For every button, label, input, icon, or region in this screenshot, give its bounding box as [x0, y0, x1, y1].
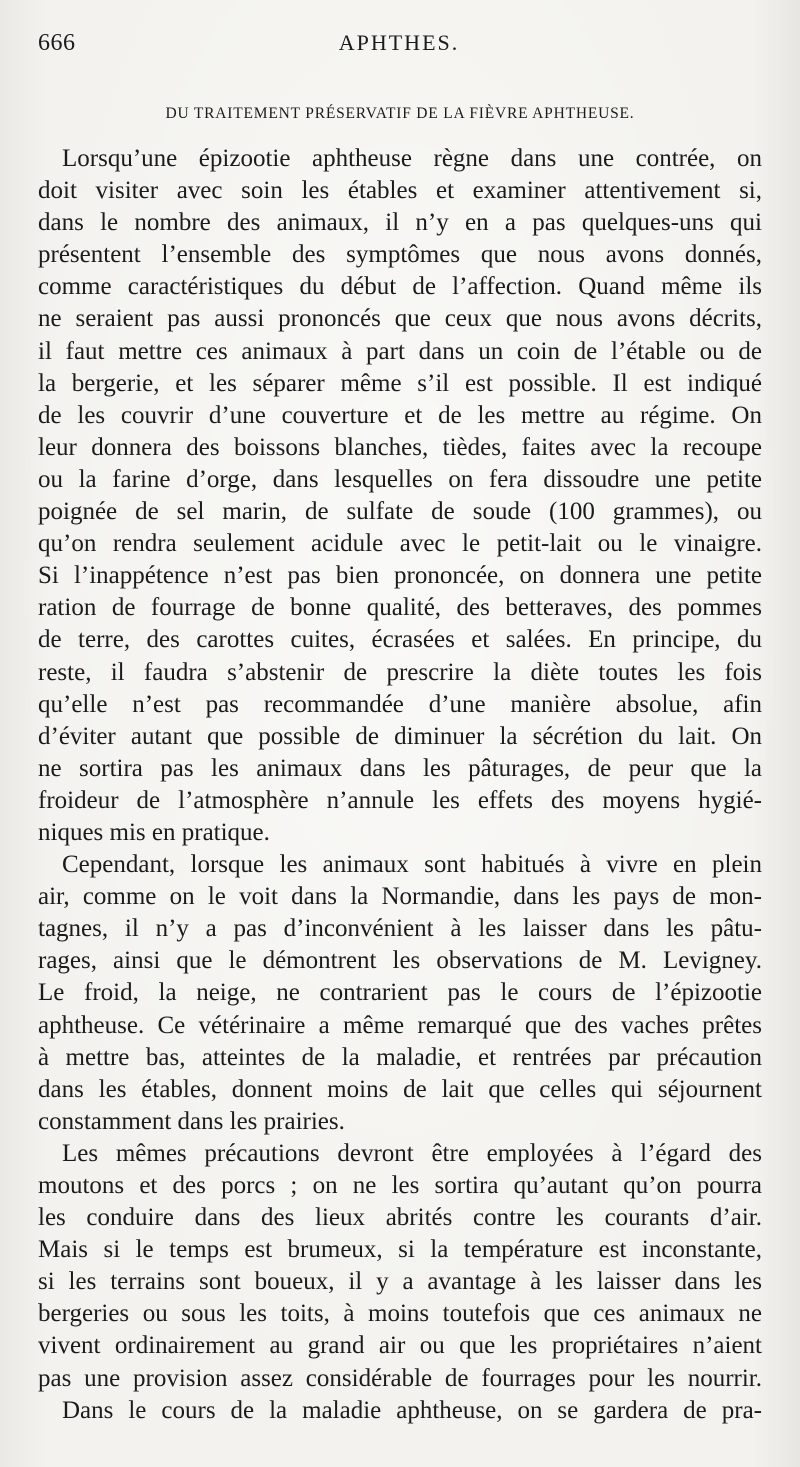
text-line: ne seraient pas aussi prononcés que ceux que nous avons décrits,	[38, 305, 762, 333]
text-line: Mais si le temps est brumeux, si la température est inconstante,	[38, 1236, 762, 1264]
text-line: comme caractéristiques du début de l’affection. Quand même ils	[38, 273, 762, 301]
text-line: présentent l’ensemble des symptômes que nous avons donnés,	[38, 241, 762, 269]
running-title: APHTHES.	[338, 30, 460, 55]
text-line: poignée de sel marin, de sulfate de soude (100 grammes), ou	[38, 498, 762, 526]
text-line: moutons et des porcs ; on ne les sortira qu’autant qu’on pourra	[38, 1172, 762, 1199]
text-line: Cependant, lorsque les animaux sont habitués à vivre en plein	[62, 851, 762, 879]
text-line: Les mêmes précautions devront être employées à l’égard des	[62, 1139, 762, 1167]
text-line: de terre, des carottes cuites, écrasées et salées. En principe, du	[38, 626, 762, 654]
text-line: il faut mettre ces animaux à part dans un coin de l’étable ou de	[38, 337, 762, 365]
text-line: pas une provision assez considérable de fourrages pour les nourrir.	[38, 1364, 762, 1392]
text-line: qu’on rendra seulement acidule avec le petit-lait ou le vinaigre.	[38, 530, 762, 558]
text-line: qu’elle n’est pas recommandée d’une manière absolue, afin	[38, 690, 762, 718]
text-line: doit visiter avec soin les étables et examiner attentivement si,	[38, 177, 762, 205]
text-line: constamment dans les prairies.	[38, 1107, 345, 1135]
text-line: ration de fourrage de bonne qualité, des betteraves, des pommes	[38, 594, 762, 622]
text-line: Le froid, la neige, ne contrarient pas le cours de l’épizootie	[38, 979, 762, 1007]
text-line: si les terrains sont boueux, il y a avantage à les laisser dans les	[38, 1268, 762, 1296]
text-line: bergeries ou sous les toits, à moins toutefois que ces animaux ne	[38, 1300, 762, 1328]
text-line: leur donnera des boissons blanches, tièdes, faites avec la recoupe	[38, 433, 762, 461]
text-line: dans les étables, donnent moins de lait que celles qui séjournent	[38, 1075, 762, 1103]
text-line: vivent ordinairement au grand air ou que les propriétaires n’aient	[38, 1332, 762, 1360]
text-line: tagnes, il n’y a pas d’inconvénient à les laisser dans les pâtu-	[38, 915, 762, 943]
text-line: les conduire dans des lieux abrités contre les courants d’air.	[38, 1204, 762, 1232]
text-line: niques mis en pratique.	[38, 818, 270, 846]
body-text	[38, 143, 762, 1427]
text-line: reste, il faudra s’abstenir de prescrire la diète toutes les fois	[38, 658, 762, 686]
text-line: Si l’inappétence n’est pas bien prononcée, on donnera une petite	[38, 562, 762, 590]
text-line: la bergerie, et les séparer même s’il est possible. Il est indiqué	[38, 369, 762, 397]
text-line: rages, ainsi que le démontrent les observations de M. Levigney.	[38, 947, 762, 975]
text-line: ou la farine d’orge, dans lesquelles on fera dissoudre une petite	[38, 465, 762, 493]
text-line: Lorsqu’une épizootie aphtheuse règne dans une contrée, on	[62, 145, 762, 172]
text-line: aphtheuse. Ce vétérinaire a même remarqué que des vaches prêtes	[38, 1011, 762, 1039]
running-head	[38, 30, 760, 60]
text-line: à mettre bas, atteintes de la maladie, et rentrées par précaution	[38, 1043, 762, 1071]
section-title: DU TRAITEMENT PRÉSERVATIF DE LA FIÈVRE APHTHEUSE.	[165, 105, 635, 122]
text-line: d’éviter autant que possible de diminuer la sécrétion du lait. On	[38, 722, 762, 750]
text-line: air, comme on le voit dans la Normandie, dans les pays de mon-	[38, 883, 762, 911]
text-line: ne sortira pas les animaux dans les pâturages, de peur que la	[38, 754, 762, 782]
text-line: froideur de l’atmosphère n’annule les effets des moyens hygié-	[38, 786, 762, 814]
text-line: de les couvrir d’une couverture et de les mettre au régime. On	[38, 401, 762, 429]
page-number: 666	[38, 30, 76, 56]
text-line: Dans le cours de la maladie aphtheuse, on se gardera de pra-	[62, 1396, 762, 1424]
text-line: dans le nombre des animaux, il n’y en a pas quelques-uns qui	[38, 209, 762, 237]
